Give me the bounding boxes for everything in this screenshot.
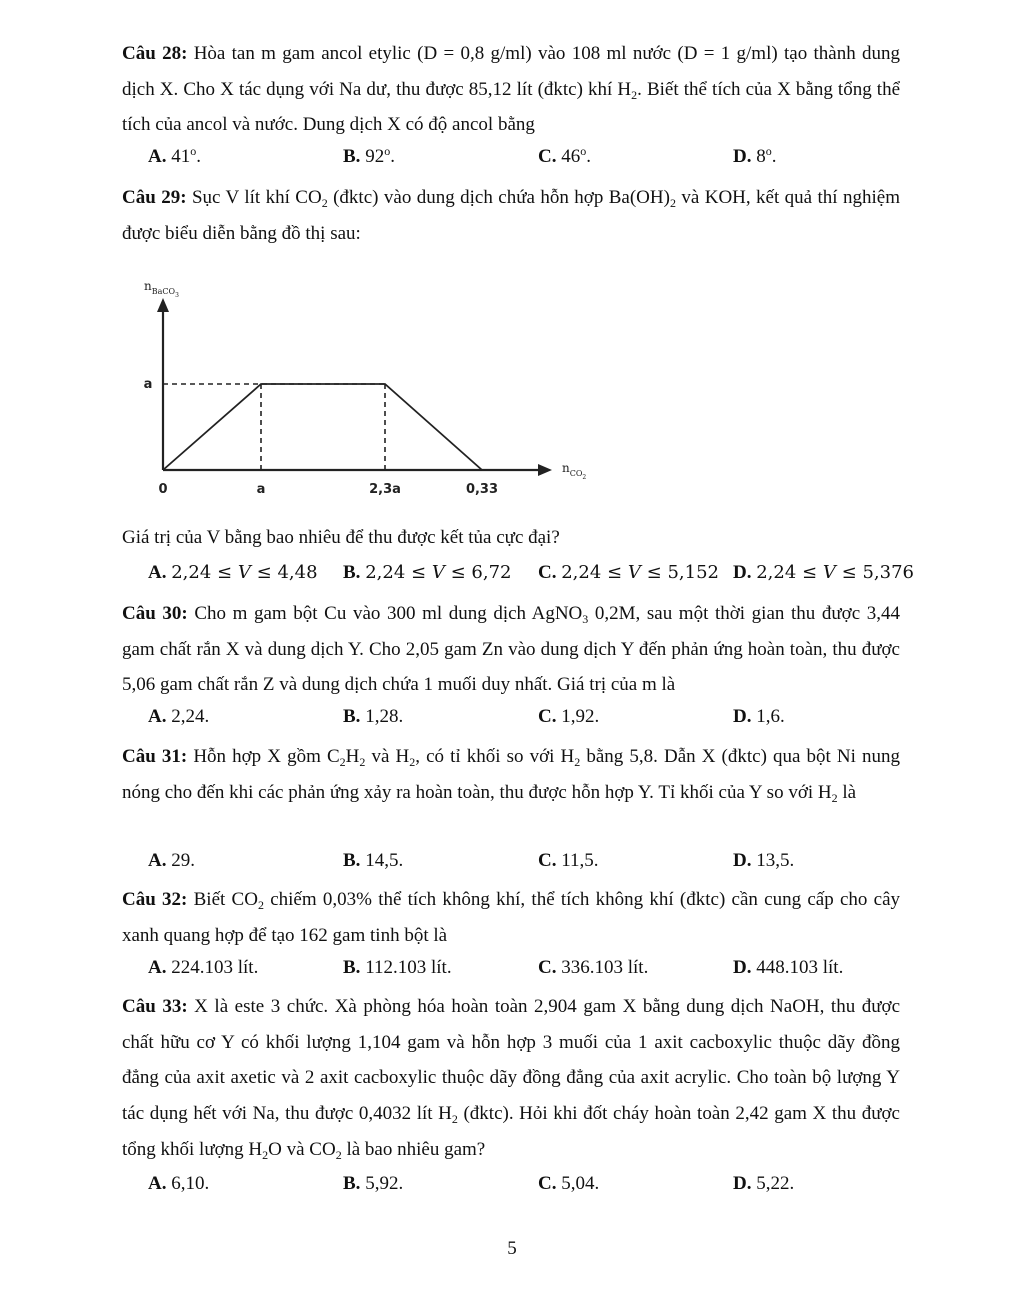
subscript: 2 bbox=[321, 196, 328, 210]
question-label: Câu 31: bbox=[122, 746, 188, 767]
series-line bbox=[163, 384, 482, 470]
x-tick-a: a bbox=[256, 482, 266, 497]
options-32 bbox=[148, 957, 908, 987]
option-b: B. 14,5. bbox=[343, 850, 404, 871]
options-29 bbox=[148, 562, 914, 592]
option-b: B. 112.103 lít. bbox=[343, 957, 452, 978]
question-30: Câu 30: Cho m gam bột Cu vào 300 ml dung dịch AgNO$_3$ 0,2M, sau một thời gian thu được 3,44 gam chất rắn X và dung dịch Y. Cho 2,05 gam Zn vào dung dịch Y đến phản ứng hoàn toàn, thu được 5,06 gam chất rắn Z và dung dịch chứa 1 muối duy nhất. Giá trị của m là bbox=[122, 603, 900, 696]
question-label: Câu 33: bbox=[122, 996, 188, 1017]
question-label: Câu 32: bbox=[122, 889, 188, 910]
option-c: C. 5,04. bbox=[538, 1173, 600, 1194]
subscript: 3 bbox=[582, 612, 589, 626]
option-a: A. 2,24. bbox=[148, 706, 210, 727]
option-c: C. 336.103 lít. bbox=[538, 957, 649, 978]
options-30 bbox=[148, 706, 908, 736]
option-a: A. 6,10. bbox=[148, 1173, 210, 1194]
question-28 bbox=[122, 36, 900, 143]
option-a: A. 2,24 ≤ V ≤ 4,48 bbox=[148, 562, 318, 583]
option-d: D. 448.103 lít. bbox=[733, 957, 844, 978]
x-tick-0: 0 bbox=[158, 482, 168, 497]
option-b: B. 1,28. bbox=[343, 706, 404, 727]
question-text: . Biết thể tích của X bằng tổng thể tích của ancol và nước. Dung dịch X có độ ancol bằng bbox=[122, 78, 900, 136]
subscript: 2 bbox=[631, 87, 638, 102]
y-axis-label: $n_{BaCO3}$ bbox=[144, 279, 179, 299]
option-b: B. 92$^o$. bbox=[343, 144, 395, 167]
option-a: A. 224.103 lít. bbox=[148, 957, 259, 978]
options-33 bbox=[148, 1173, 908, 1203]
options-28 bbox=[148, 146, 908, 176]
option-d: D. 1,6. bbox=[733, 706, 785, 727]
option-a: A. 41$^o$. bbox=[148, 144, 201, 167]
question-29: Câu 29: Sục V lít khí $CO_2$ (đktc) vào dung dịch chứa hỗn hợp $Ba(OH)_2$ và KOH, kết quả thí nghiệm được biểu diễn bằng đồ thị sau: bbox=[122, 187, 900, 244]
option-c: C. 11,5. bbox=[538, 850, 599, 871]
subscript: 2 bbox=[669, 196, 676, 210]
x-axis-arrow bbox=[538, 464, 552, 476]
x-tick-0-33: 0,33 bbox=[465, 482, 499, 497]
option-b: B. 5,92. bbox=[343, 1173, 404, 1194]
option-d: D. 13,5. bbox=[733, 850, 795, 871]
option-d: D. 5,22. bbox=[733, 1173, 795, 1194]
question-label: Câu 28: bbox=[122, 43, 188, 64]
option-b: B. 2,24 ≤ V ≤ 6,72 bbox=[343, 562, 512, 583]
question-29-prompt: Giá trị của V bằng bao nhiêu để thu được kết tủa cực đại? bbox=[122, 527, 560, 548]
option-d: D. 8$^o$. bbox=[733, 144, 777, 167]
question-32: Câu 32: Biết $CO_2$ chiếm 0,03% thể tích không khí, thể tích không khí (đktc) cần cung cấp cho cây xanh quang hợp để tạo 162 gam tinh bột là bbox=[122, 889, 900, 946]
x-axis-label: $n_{CO2}$ bbox=[562, 461, 587, 481]
page-number: 5 bbox=[507, 1238, 517, 1259]
option-c: C. 1,92. bbox=[538, 706, 600, 727]
option-a: A. 29. bbox=[148, 850, 195, 871]
options-31 bbox=[148, 850, 908, 880]
question-text: Hòa tan m gam ancol etylic (D = 0,8 g/ml) vào 108 ml nước (D = 1 g/ml) tạo thành dung dịch X. Cho X tác dụng với Na dư, thu được 85,12 lít (đktc) khí H bbox=[122, 43, 900, 100]
y-tick-a: a bbox=[143, 377, 153, 392]
option-d: D. 2,24 ≤ V ≤ 5,376 bbox=[733, 562, 914, 583]
option-c: C. 2,24 ≤ V ≤ 5,152 bbox=[538, 562, 719, 583]
question-31: Câu 31: Hỗn hợp X gồm $C_2H_2$ và $H_2$, có tỉ khối so với $H_2$ bằng 5,8. Dẫn X (đktc) qua bột Ni nung nóng cho đến khi các phản ứng xảy ra hoàn toàn, thu được hỗn hợp Y. Tỉ khối của Y so với $H_2$ là bbox=[122, 746, 900, 805]
option-c: C. 46$^o$. bbox=[538, 144, 591, 167]
x-tick-2-3a: 2,3a bbox=[369, 482, 401, 497]
question-33: Câu 33: X là este 3 chức. Xà phòng hóa hoàn toàn 2,904 gam X bằng dung dịch NaOH, thu được chất hữu cơ Y có khối lượng 1,104 gam và hỗn hợp 3 muối của 1 axit cacboxylic thuộc dãy đồng đẳng của axit axetic và 2 axit cacboxylic thuộc dãy đồng đẳng của axit acrylic. Cho toàn bộ lượng Y tác dụng hết với Na, thu được 0,4032 lít $H_2$ (đktc). Hỏi khi đốt cháy hoàn toàn 2,42 gam X thu được tổng khối lượng $H_2O$ và $CO_2$ là bao nhiêu gam? bbox=[122, 996, 900, 1162]
y-axis-arrow bbox=[157, 298, 169, 312]
baco3-precipitate-chart bbox=[130, 268, 610, 504]
question-label: Câu 29: bbox=[122, 187, 187, 208]
question-label: Câu 30: bbox=[122, 603, 188, 624]
